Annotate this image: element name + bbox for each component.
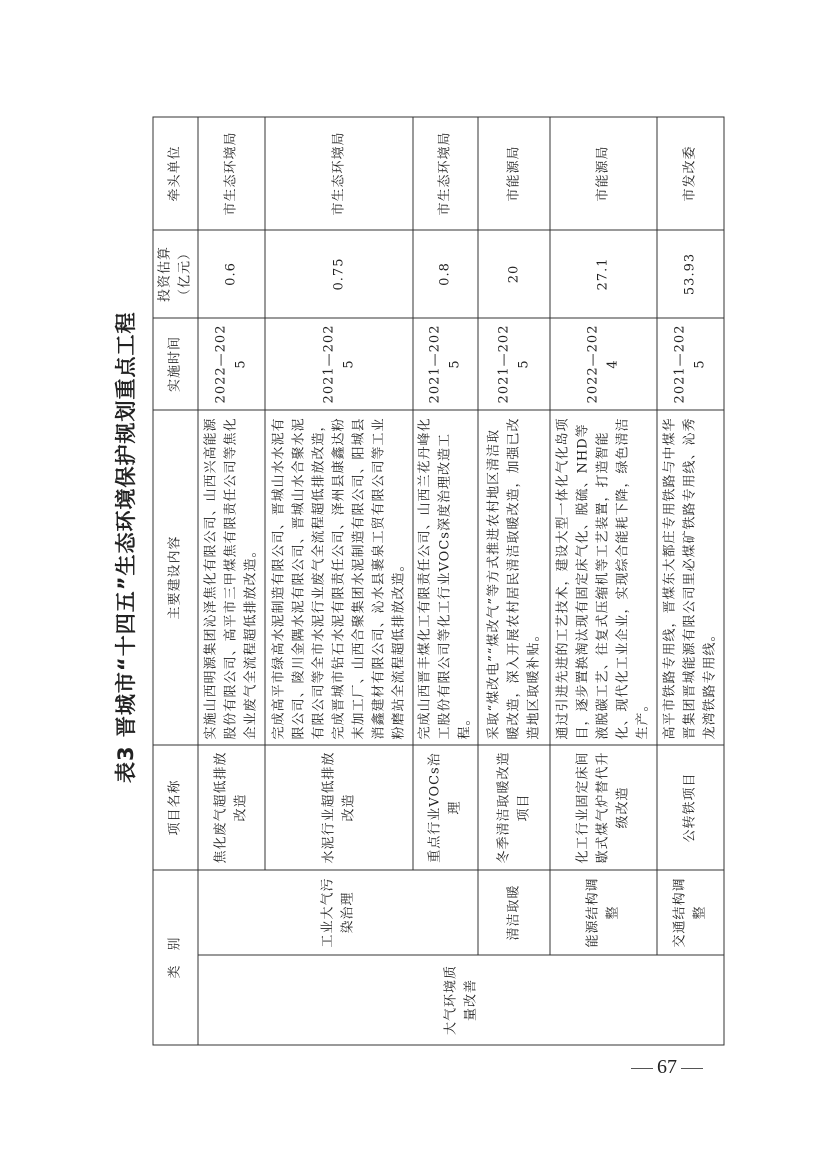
page-number [627, 1056, 707, 1079]
project-name: 冬季清洁取暖改造项目 [478, 744, 550, 869]
project-content: 完成山西晋丰煤化工有限责任公司、山西兰花丹峰化工股份有限公司等化工行业VOCs深度治理改造工程。 [413, 409, 478, 744]
project-table-wrapper [152, 117, 719, 1045]
project-lead: 市生态环境局 [413, 116, 478, 229]
subcategory: 能源结构调整 [550, 869, 657, 954]
project-lead: 市发改委 [657, 116, 724, 229]
project-name: 公转铁项目 [657, 744, 724, 869]
project-investment: 0.8 [413, 229, 478, 317]
dash-right [681, 1068, 703, 1069]
table-row [198, 116, 265, 1044]
project-lead: 市生态环境局 [265, 116, 413, 229]
project-content: 采取“煤改电”“煤改气”等方式推进农村地区清洁取暖改造，深入开展农村居民清洁取暖改造，加强已改造地区取暖补贴。 [478, 409, 550, 744]
project-table [152, 116, 724, 1045]
subcategory: 交通结构调整 [657, 869, 724, 954]
subcategory: 清洁取暖 [478, 869, 550, 954]
header-project-name: 项目名称 [153, 744, 198, 869]
project-period: 2021—2025 [265, 317, 413, 409]
project-investment: 27.1 [550, 229, 657, 317]
project-period: 2022—2025 [198, 317, 265, 409]
table-row [478, 116, 550, 1044]
project-lead: 市能源局 [478, 116, 550, 229]
table-row [657, 116, 724, 1044]
header-investment: 投资估算（亿元） [153, 229, 198, 317]
project-name: 水泥行业超低排放改造 [265, 744, 413, 869]
project-period: 2021—2025 [657, 317, 724, 409]
project-period: 2021—2025 [478, 317, 550, 409]
category-main: 大气环境质量改善 [198, 955, 724, 1045]
project-period: 2022—2024 [550, 317, 657, 409]
project-investment: 0.6 [198, 229, 265, 317]
table-title: 表3 晋城市“十四五”生态环境保护规划重点工程 [114, 311, 138, 783]
project-investment: 0.75 [265, 229, 413, 317]
project-lead: 市生态环境局 [198, 116, 265, 229]
header-row [153, 116, 198, 1044]
project-name: 焦化废气超低排放改造 [198, 744, 265, 869]
header-lead-unit: 牵头单位 [153, 116, 198, 229]
project-investment: 20 [478, 229, 550, 317]
subcategory: 工业大气污染治理 [198, 869, 478, 954]
project-name: 重点行业VOCs治理 [413, 744, 478, 869]
page-number-text: 67 [657, 1056, 677, 1078]
project-content: 完成高平市绿高水泥制造有限公司、晋城山水水泥有限公司、陵川金隅水泥有限公司、晋城山水合聚水泥有限公司等全市水泥行业废气全流程超低排放改造，完成晋城市钻石水泥有限责任公司、泽州县康鑫达粉末加工厂、山西合聚集团水泥制造有限公司、阳城县消鑫建材有限公司、沁水县裹泉工贸有限公司等工业粉磨站全流程超低排放改造。 [265, 409, 413, 744]
project-content: 高平市铁路专用线，晋煤东大都庄专用铁路与中煤华晋集团晋城能源有限公司里必煤矿铁路专用线、沁秀龙湾铁路专用线。 [657, 409, 724, 744]
dash-left [631, 1068, 653, 1069]
project-name: 化工行业固定床间歇式煤气炉替代升级改造 [550, 744, 657, 869]
header-category: 类 别 [153, 869, 198, 1044]
project-investment: 53.93 [657, 229, 724, 317]
project-lead: 市能源局 [550, 116, 657, 229]
project-content: 通过引进先进的工艺技术，建设大型一体化气化岛项目，逐步置换淘汰现有固定床气化、脱硫、NHD等液脱碳工艺、往复式压缩机等工艺装置，打造智能化、现代化工业企业，实现综合能耗下降，绿色清洁生产。 [550, 409, 657, 744]
project-content: 实施山西明源集团沁泽焦化有限公司、山西兴高能源股份有限公司、高平市三甲煤焦有限责任公司等焦化企业废气全流程超低排放改造。 [198, 409, 265, 744]
header-period: 实施时间 [153, 317, 198, 409]
table-row [550, 116, 657, 1044]
project-period: 2021—2025 [413, 317, 478, 409]
header-content: 主要建设内容 [153, 409, 198, 744]
